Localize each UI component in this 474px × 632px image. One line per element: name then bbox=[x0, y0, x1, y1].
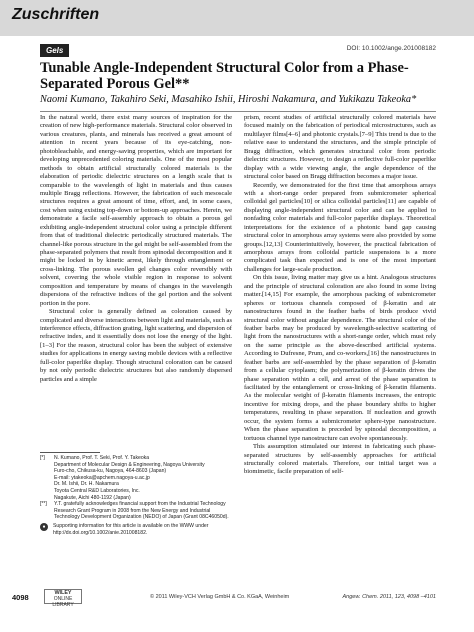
body-column-right bbox=[244, 114, 436, 590]
subject-tag: Gels bbox=[40, 44, 69, 57]
body-paragraph: On this issue, living matter may give us a hint. Analogous structures and the principle of structural coloration are also found in some living matter.[14,15] For example, the amorphous packing of submicrometer spheres or tortuous channels composed of β-keratin and air nanostructures found in the feather barbs of birds produce vivid structural color without angular dependence. The structural color of the feather barbs may be produced by wavelength-selective scattering of light from the nanostructures with a short-range order, which must rely on the same principle as the above-described artificial systems. According to Dufresne, Prum, and co-workers,[16] the nanostructures in feather barbs are self-assembled by the phase separation of β-keratin from a cellular cytoplasm; the polymerization of β-keratin drives the phase separation within a cell, and arrest of the phase separation is facilitated by the entanglement or cross-linking of β-keratin filaments. As the molecular weight of β-keratin filaments increases, the entropic incentive for mixing drops, and the phase boundary shifts to higher temperatures, resulting in phase separation. If nucleation and growth occur, the system forms a submicrometer sphere-type nanostructure. When the phase separation is preceded by spinodal decomposition, a tortuous channel type nanostructure can evolve spontaneously. bbox=[244, 274, 436, 442]
footnote-line: Furo-cho, Chikusa-ku, Nagoya, 464-8603 (Japan) bbox=[54, 468, 167, 475]
footnote-line: Dr. M. Ishii, Dr. H. Nakamura bbox=[54, 481, 119, 488]
footnote-acknowledgement: [**] Y.T. gratefully acknowledges financial support from the Industrial Technology Research Grant Program in 2008 from the New Energy and Industrial Technology Development Organization (NEDO) of Japan (Grant 08C46050d). bbox=[40, 501, 229, 521]
footnote-line: Nagakute, Aichi 480-1192 (Japan) bbox=[54, 494, 131, 501]
footnotes bbox=[40, 455, 232, 536]
body-paragraph: Structural color is generally defined as coloration caused by complicated and diverse interactions between light and materials, such as interference effects, diffraction grating, light scattering, and dispersion of refractive index, and it essentially does not lose the energy of the light.[1–3] For the reason, structural color has been the subject of extensive studies for applications in energy saving mobile devices with a reflective full-color paperlike display. Though structural coloration can be caused by not only periodic dielectric structures but also randomly dispersed particles and a simple bbox=[40, 308, 232, 383]
page-number: 4098 bbox=[12, 593, 29, 602]
body-paragraph: Recently, we demonstrated for the first time that amorphous arrays with a short-range order prepared from submicrometer spherical colloidal gel particles[10] or silica colloidal particles[11] are capable of displaying angle-independent structural color and can be applied to nonfading color materials and full-color paperlike displays. Theoretical interpretations for the existence of a photonic band gap causing structural color in amorphous array systems were also provided by some groups.[12,13] Counterintuitively, however, the practical fabrication of amorphous arrays from colloidal particle suspensions is a more complicated task than expected and is one of the most important challenges for large-scale production. bbox=[244, 181, 436, 273]
footnote-line: Toyota Central R&D Laboratories, Inc. bbox=[54, 487, 140, 494]
supporting-info-text: Supporting information for this article is available on the WWW under http://dx.doi.org/10.1002/anie.201008182. bbox=[53, 522, 209, 536]
body-paragraph: This assumption stimulated our interest in fabricating such phase-separated structures by self-assembly approaches for artificial structurally colored materials. Therefore, our initial target was a biomimetic, facile preparation of self- bbox=[244, 443, 436, 476]
logo-subtext: ONLINE LIBRARY bbox=[52, 596, 74, 608]
body-column-left bbox=[40, 114, 232, 448]
body-paragraph: prism, recent studies of artificial structurally colored materials have focused mainly on the fabrication of periodical microstructures, such as multilayer films[4–6] and photonic crystals.[7–9] This trend is due to the relative ease to understand the structures, and the simple principle of Bragg diffraction, which generates structural color from periodic dielectric structures. However, to design a reflective full-color paperlike display with a wide viewing angle, the angle dependence of the structural color based on Bragg diffraction becomes a major issue. bbox=[244, 114, 436, 181]
footnote-line: Department of Molecular Design & Engineering, Nagoya University bbox=[54, 461, 205, 468]
footnote-line: [*] N. Kumano, Prof. T. Seki, Prof. Y. Takeoka bbox=[40, 455, 150, 461]
doi-text[interactable]: DOI: 10.1002/ange.201008182 bbox=[346, 45, 436, 52]
supporting-info[interactable] bbox=[40, 523, 232, 536]
footnote-email[interactable]: E-mail: ytakeoka@apchem.nagoya-u.ac.jp bbox=[54, 474, 150, 481]
supporting-info-icon: ● bbox=[40, 523, 48, 531]
section-title: Zuschriften bbox=[12, 6, 100, 23]
footnote-rule bbox=[40, 452, 100, 453]
article-title: Tunable Angle-Independent Structural Color from a Phase-Separated Porous Gel** bbox=[40, 60, 409, 92]
wiley-online-library-logo bbox=[44, 589, 82, 608]
body-paragraph: In the natural world, there exist many sources of inspiration for the creation of new high-performance materials. Structural color observed in various creatures, plants, and minerals has received a great amount of attention in recent years because of its eye-catching, non-photobleachable, and energy-saving properties, which are important for developing unprecedented coloring materials. One of the most popular methods to obtain artificial structurally colored materials is the elaboration of periodic dielectric structures on a length scale that is comparable to the wavelength of light in materials and thus causes multiple Bragg reflections. However, the fabrication of such mesoscale structures requires a great amount of time, effort, and, in some cases, cost when using existing top-down or bottom-up approaches. Herein, we demonstrate a facile self-assembly approach to obtain a porous gel exhibiting angle-independent structural color using a principle different from that of traditional dielectric periodically structured materials. The channel-like porous structure in the gel might be self-assembled from the phase-separated polymers that result from spinodal decomposition and it might be locked in by kinetic arrest, likely through entanglement or cross-linking. The porous swollen gel changes color reversibly with solvent, covering the whole visible region in response to solvent composition and temperature by means of changes in the wavelength dispersions of the refractive indices of the gel portion and the solvent portion in the pore. bbox=[40, 114, 232, 307]
copyright-text: © 2011 Wiley-VCH Verlag GmbH & Co. KGaA, Weinheim bbox=[150, 594, 290, 600]
logo-wordmark: WILEY bbox=[54, 590, 72, 596]
title-divider bbox=[40, 111, 436, 112]
journal-citation: Angew. Chem. 2011, 123, 4098 –4101 bbox=[342, 594, 436, 600]
article-authors: Naomi Kumano, Takahiro Seki, Masahiko Ishii, Hiroshi Nakamura, and Yukikazu Takeoka* bbox=[40, 94, 417, 105]
